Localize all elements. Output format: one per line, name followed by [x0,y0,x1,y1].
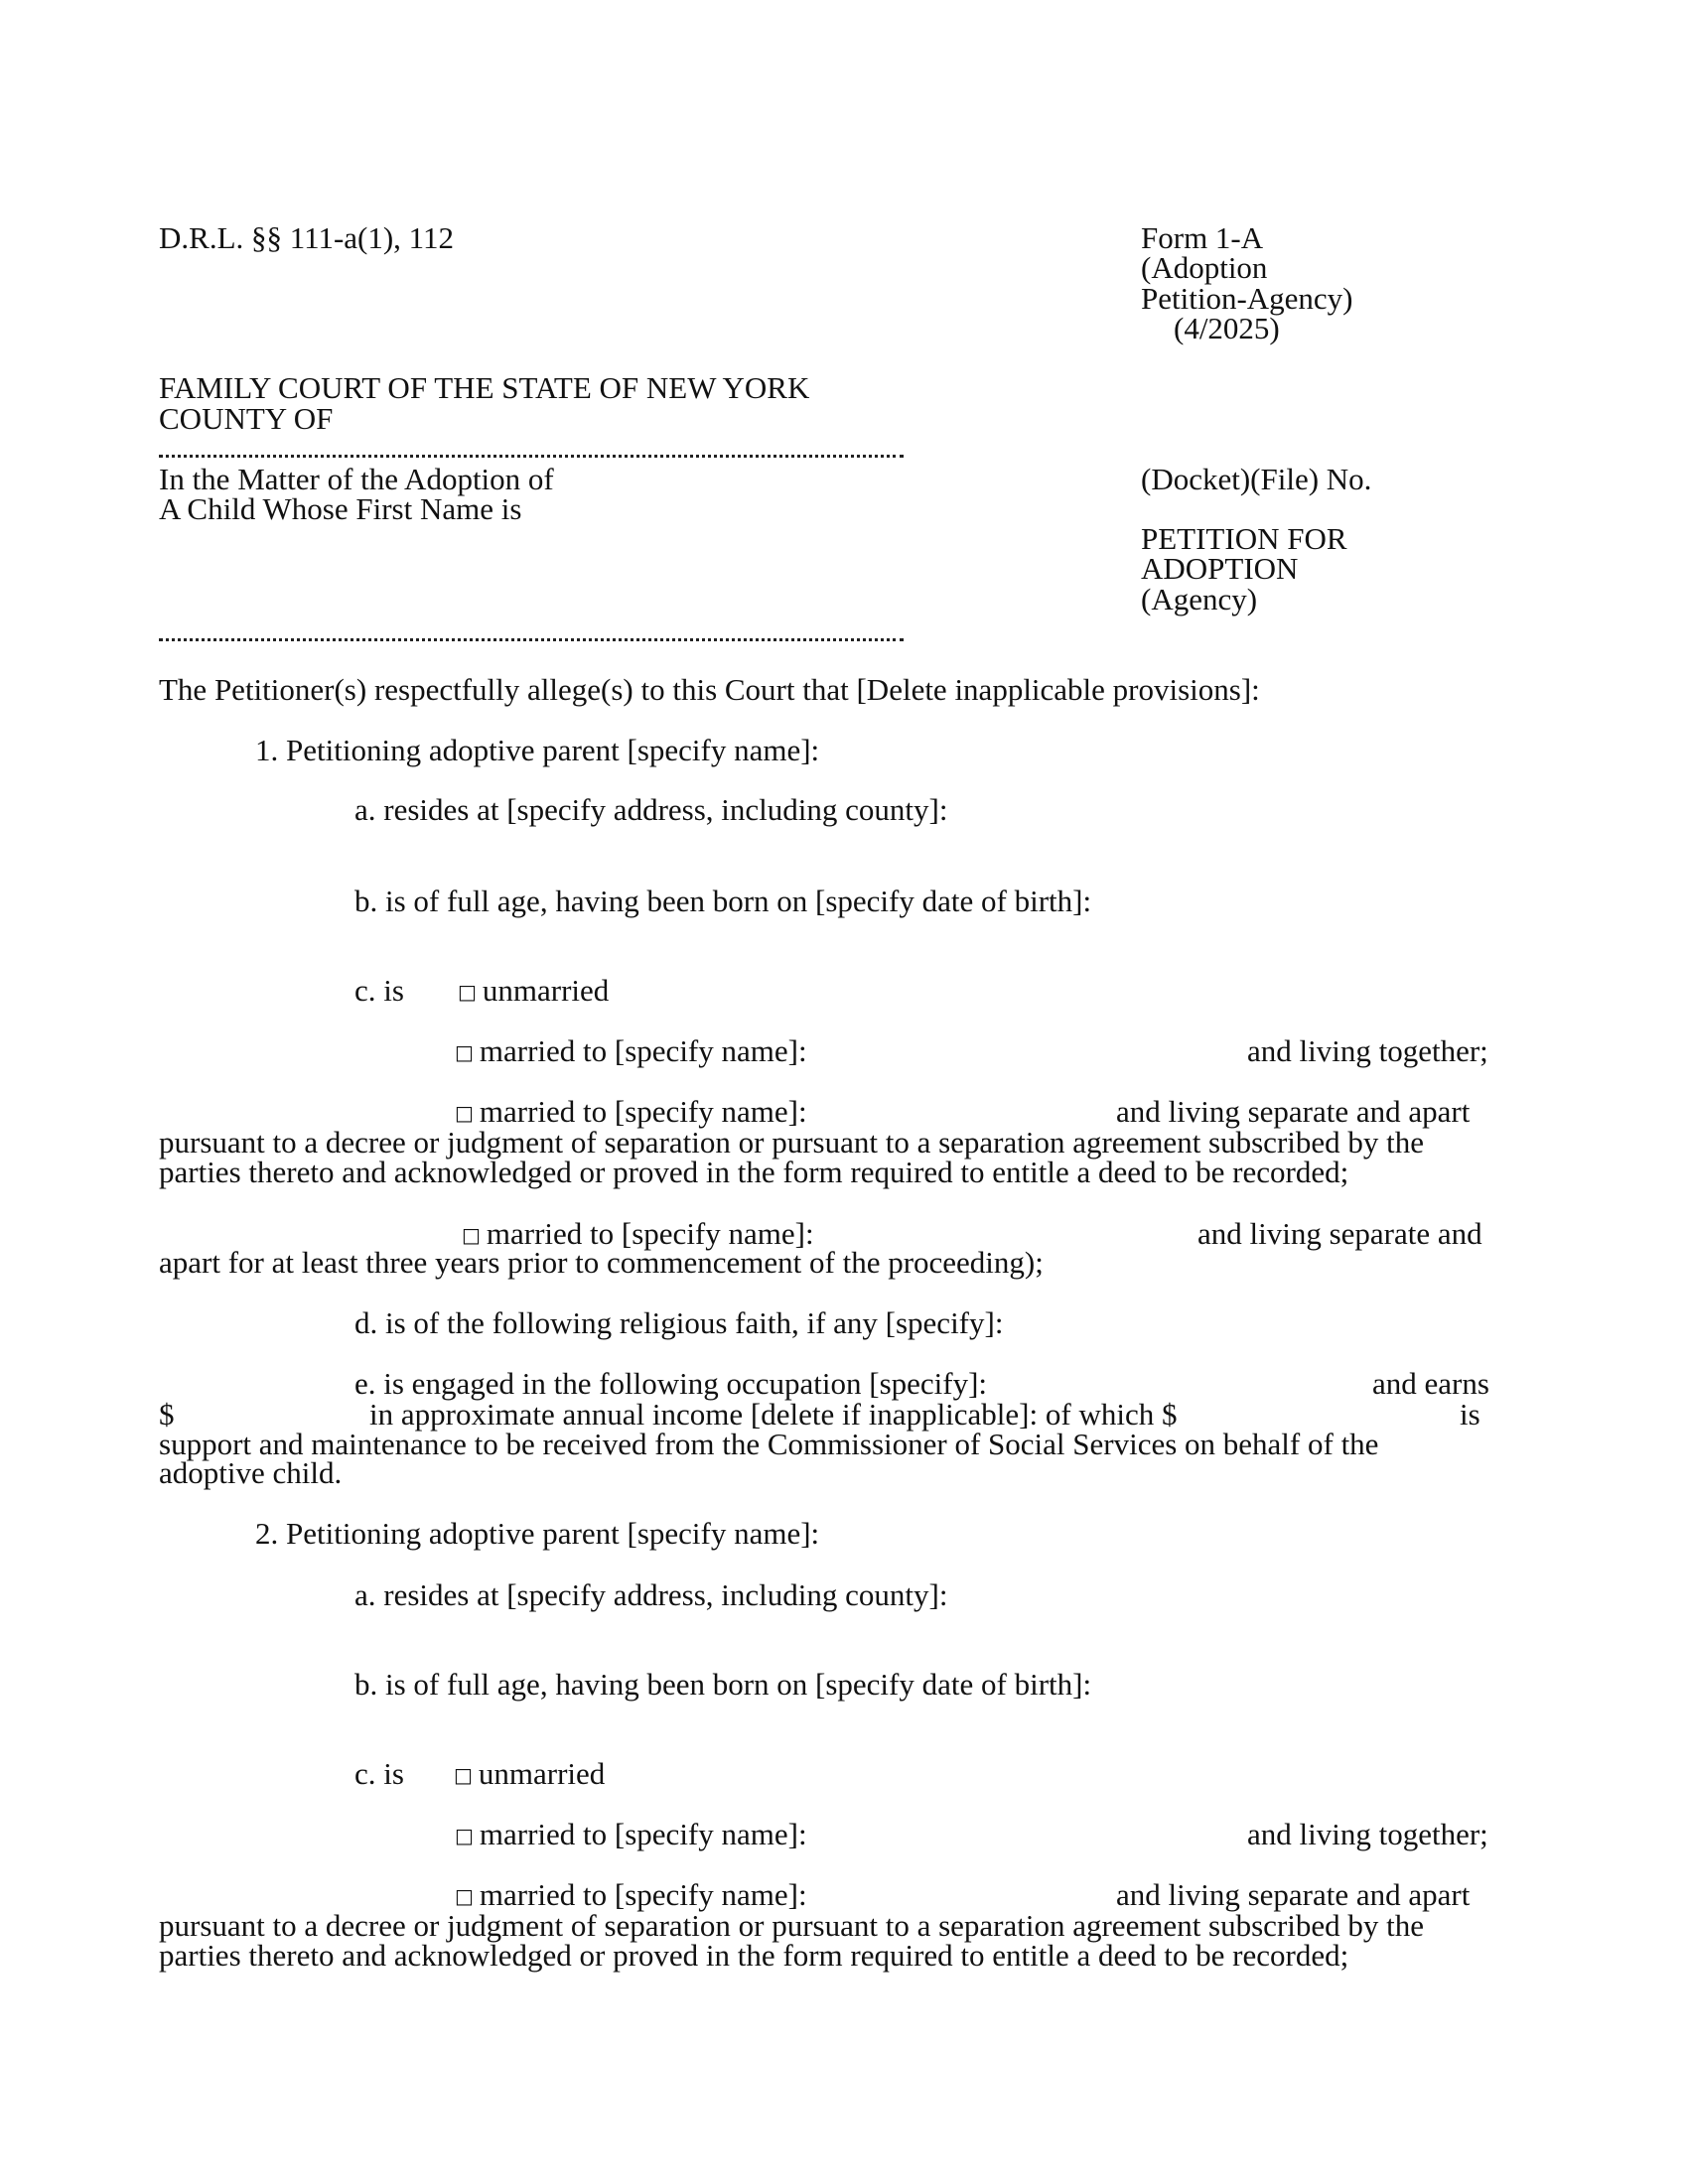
income-text: is [1460,1397,1480,1432]
income-text: support and maintenance to be received from the Commissioner of Social Services on behalf of the [159,1427,1379,1461]
document-title: PETITION FOR [1141,521,1347,556]
option-text: and living separate and apart [1116,1877,1471,1912]
form-number: Form 1-A [1141,220,1264,255]
parent1-unmarried-option[interactable] [458,975,609,1008]
checkbox-icon[interactable]: □ [455,1884,474,1908]
document-title: (Agency) [1141,582,1258,616]
parent2-heading: 2. Petitioning adoptive parent [specify name]: [255,1516,820,1551]
parent1-address: a. resides at [specify address, including county]: [354,792,948,827]
option-text: apart for at least three years prior to commencement of the proceeding); [159,1245,1044,1280]
matter-caption: A Child Whose First Name is [159,491,522,526]
parent1-marital: c. is [354,973,404,1008]
matter-caption: In the Matter of the Adoption of [159,462,554,496]
checkbox-icon[interactable]: □ [455,1040,474,1064]
checkbox-icon[interactable]: □ [454,1763,473,1787]
income-text: in approximate annual income [delete if inapplicable]: of which $ [369,1397,1178,1432]
docket-number-label: (Docket)(File) No. [1141,462,1372,496]
form-type: (Adoption [1141,250,1268,285]
checkbox-icon[interactable]: □ [455,1824,474,1847]
form-date: (4/2025) [1174,311,1280,345]
option-label: unmarried [482,973,610,1008]
parent1-heading: 1. Petitioning adoptive parent [specify name]: [255,733,820,767]
option-text: and living together; [1247,1817,1488,1851]
checkbox-icon[interactable]: □ [458,980,477,1004]
option-text: and living together; [1247,1033,1488,1068]
parent2-address: a. resides at [specify address, including county]: [354,1577,948,1612]
dotted-divider [159,455,904,458]
statute-reference: D.R.L. §§ 111-a(1), 112 [159,220,455,255]
option-label: married to [specify name]: [479,1817,807,1851]
income-text: adoptive child. [159,1455,343,1490]
parent1-religion: d. is of the following religious faith, if any [specify]: [354,1305,1004,1340]
option-text: pursuant to a decree or judgment of separation or pursuant to a separation agreement subscribed by the [159,1908,1425,1943]
option-label: married to [specify name]: [486,1216,814,1251]
parent2-married-together-option[interactable] [455,1819,807,1851]
option-text: and living separate and [1197,1216,1482,1251]
option-label: unmarried [478,1756,606,1791]
document-title: ADOPTION [1141,551,1299,586]
checkbox-icon[interactable]: □ [455,1101,474,1125]
county-label: COUNTY OF [159,401,334,436]
parent1-occupation: e. is engaged in the following occupation [specify]: [354,1366,988,1401]
dotted-divider [159,638,904,641]
parent2-unmarried-option[interactable] [454,1758,605,1791]
option-label: married to [specify name]: [479,1033,807,1068]
option-label: married to [specify name]: [479,1094,807,1129]
parent1-birth: b. is of full age, having been born on [specify date of birth]: [354,884,1092,918]
court-name: FAMILY COURT OF THE STATE OF NEW YORK [159,370,810,405]
option-text: and earns [1372,1366,1489,1401]
form-type: Petition-Agency) [1141,281,1353,316]
parent1-married-together-option[interactable] [455,1035,807,1068]
option-text: parties thereto and acknowledged or proved in the form required to entitle a deed to be recorded; [159,1938,1349,1973]
parent2-marital: c. is [354,1756,404,1791]
dollar-sign: $ [159,1397,175,1432]
checkbox-icon[interactable]: □ [462,1223,481,1247]
option-label: married to [specify name]: [479,1877,807,1912]
option-text: pursuant to a decree or judgment of separation or pursuant to a separation agreement subscribed by the [159,1125,1425,1160]
parent2-birth: b. is of full age, having been born on [specify date of birth]: [354,1667,1092,1702]
option-text: and living separate and apart [1116,1094,1471,1129]
option-text: parties thereto and acknowledged or proved in the form required to entitle a deed to be recorded; [159,1155,1349,1189]
intro-paragraph: The Petitioner(s) respectfully allege(s) to this Court that [Delete inapplicable provisions]: [159,672,1260,707]
